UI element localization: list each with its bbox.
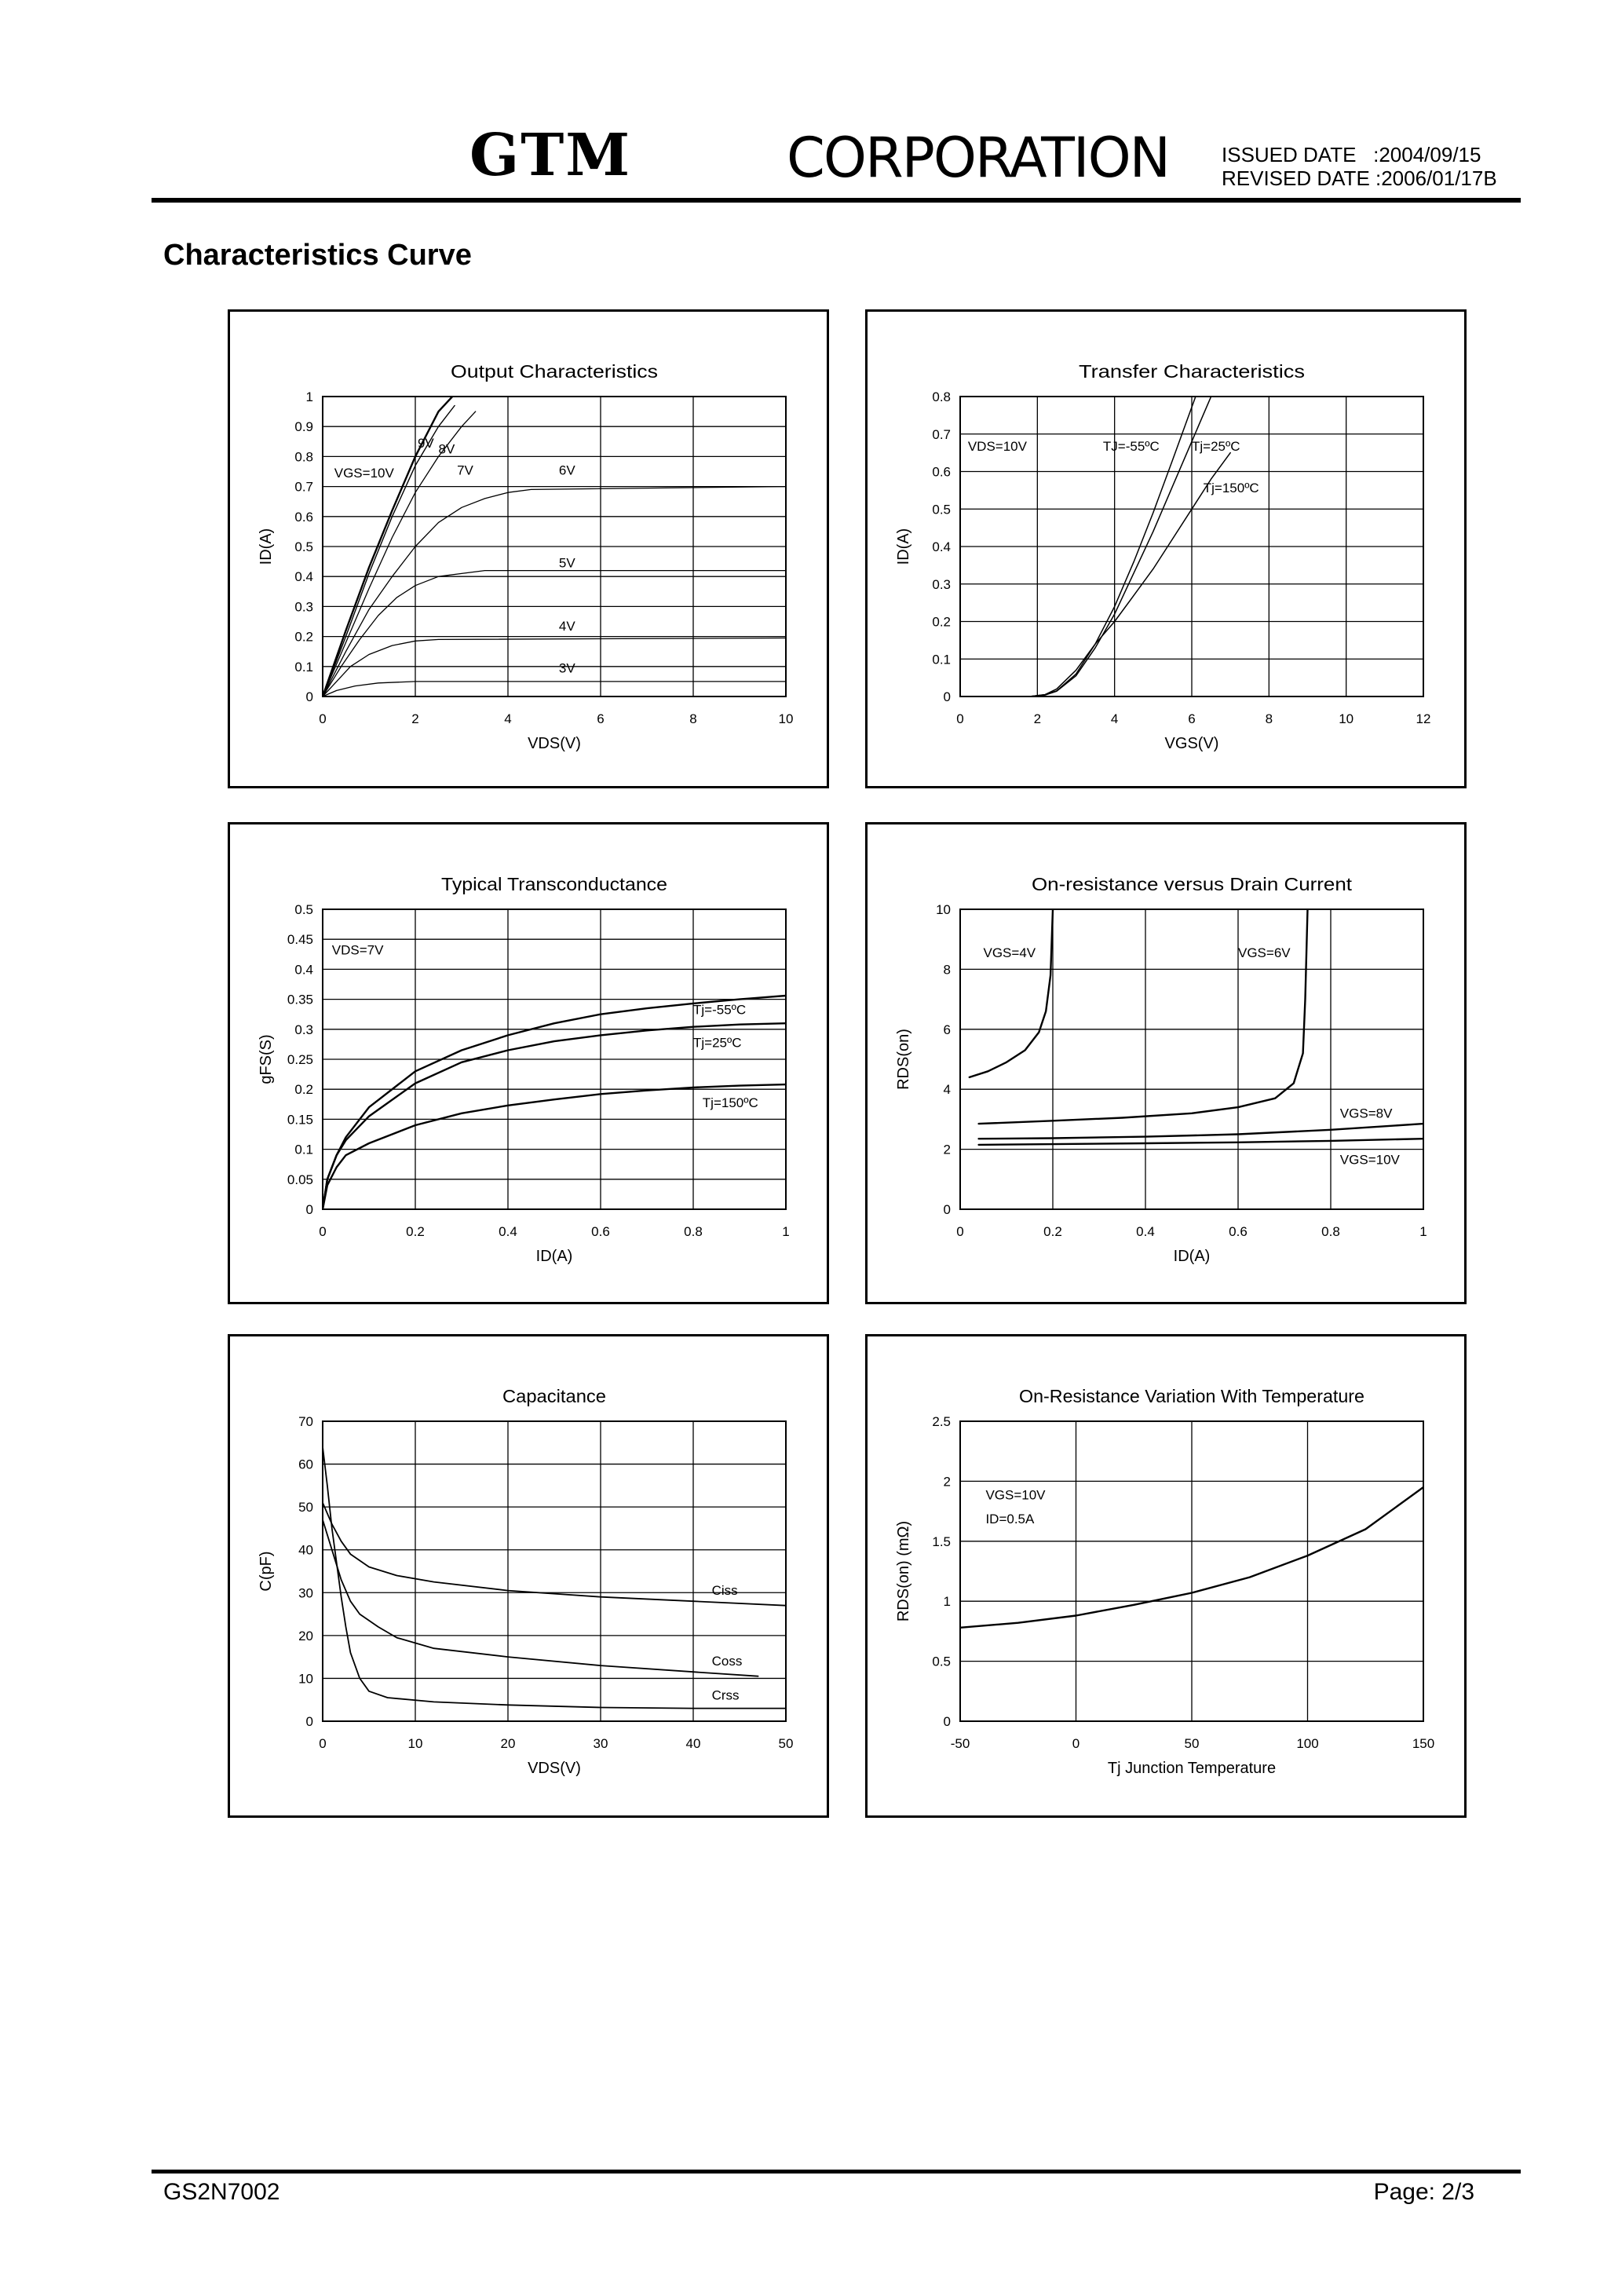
y-tick-label: 0.2	[294, 1082, 313, 1098]
y-tick-label: 0	[943, 689, 951, 704]
chart-svg	[868, 1336, 1464, 1811]
y-axis-label: RDS(on)	[895, 1029, 912, 1090]
y-tick-label: 60	[298, 1457, 313, 1472]
y-tick-label: 8	[943, 962, 951, 978]
annotation-label: VGS=10V	[985, 1487, 1046, 1503]
y-tick-label: 0.3	[294, 599, 313, 615]
y-tick-label: 0.1	[932, 652, 951, 667]
y-tick-label: 0.3	[932, 576, 951, 592]
y-tick-label: 0.5	[932, 502, 951, 517]
x-tick-label: 20	[500, 1736, 516, 1751]
series-line-tj-150-c	[1030, 453, 1231, 696]
x-tick-label: 0	[319, 1736, 327, 1751]
y-tick-label: 0.9	[294, 419, 313, 435]
chart-on-resistance-vs-temperature	[865, 1334, 1467, 1818]
annotation-label: ID=0.5A	[985, 1511, 1035, 1526]
annotation-label: Tj=25ºC	[693, 1035, 742, 1051]
x-tick-label: 12	[1416, 711, 1431, 726]
chart-on-resistance-vs-drain-current	[865, 822, 1467, 1304]
annotation-label: VGS=8V	[1339, 1106, 1393, 1121]
x-axis-label: ID(A)	[535, 1248, 573, 1265]
plot-frame	[323, 1421, 786, 1721]
chart-title: On-resistance versus Drain Current	[1032, 874, 1353, 894]
y-axis-label: gFS(S)	[258, 1034, 275, 1084]
x-tick-label: 8	[689, 711, 697, 726]
annotation-label: VGS=10V	[334, 466, 394, 481]
x-tick-label: 10	[778, 711, 794, 726]
y-tick-label: 0.7	[294, 479, 313, 495]
y-axis-label: C(pF)	[258, 1551, 275, 1592]
chart-capacitance	[228, 1334, 829, 1818]
y-tick-label: 0.8	[294, 449, 313, 465]
chart-title: On-Resistance Variation With Temperature	[1019, 1386, 1364, 1406]
y-tick-label: 0.3	[294, 1022, 313, 1037]
page-number: Page: 2/3	[1373, 2179, 1474, 2205]
chart-svg	[868, 312, 1464, 786]
x-tick-label: 150	[1412, 1736, 1435, 1751]
series-line-9v	[323, 406, 455, 697]
x-tick-label: 2	[1033, 711, 1042, 726]
x-tick-label: 30	[593, 1736, 608, 1751]
y-tick-label: 2	[943, 1142, 951, 1157]
chart-svg	[230, 824, 827, 1299]
series-line-crss	[323, 1447, 786, 1709]
y-tick-label: 0	[305, 1202, 313, 1217]
brand-logo: GTM	[469, 122, 632, 189]
x-tick-label: 6	[597, 711, 605, 726]
y-tick-label: 2	[943, 1474, 951, 1490]
y-tick-label: 0.5	[294, 902, 313, 917]
series-line-7v	[323, 487, 786, 696]
y-tick-label: 0.1	[294, 659, 313, 675]
annotation-label: Tj=25ºC	[1192, 439, 1240, 455]
y-tick-label: 0.5	[294, 539, 313, 554]
footer-rule	[152, 2170, 1521, 2174]
x-tick-label: 0	[319, 1224, 327, 1239]
x-tick-label: 0	[956, 711, 964, 726]
chart-title: Capacitance	[502, 1386, 606, 1406]
x-tick-label: 1	[1419, 1224, 1427, 1239]
x-tick-label: 0.6	[591, 1224, 610, 1239]
annotation-label: VGS=10V	[1339, 1152, 1400, 1168]
y-tick-label: 0.6	[932, 464, 951, 480]
y-tick-label: 30	[298, 1585, 313, 1601]
y-tick-label: 4	[943, 1082, 951, 1098]
chart-transfer-characteristics	[865, 309, 1467, 788]
revised-date: REVISED DATE :2006/01/17B	[1222, 166, 1497, 190]
y-tick-label: 0.2	[294, 629, 313, 645]
y-tick-label: 1	[305, 389, 313, 404]
x-tick-label: 0	[1072, 1736, 1080, 1751]
annotation-label: 3V	[558, 660, 575, 676]
y-tick-label: 0.4	[294, 569, 313, 585]
annotation-label: Crss	[711, 1687, 740, 1703]
y-tick-label: 0.45	[287, 932, 313, 948]
x-axis-label: Tj Junction Temperature	[1107, 1760, 1277, 1777]
x-tick-label: 0.4	[499, 1224, 517, 1239]
chart-svg	[868, 824, 1464, 1299]
issued-date: ISSUED DATE :2004/09/15	[1222, 143, 1481, 166]
annotation-label: Tj=-55ºC	[693, 1002, 747, 1018]
header-rule	[152, 198, 1521, 203]
y-axis-label: RDS(on) (mΩ)	[895, 1520, 912, 1622]
annotation-label: 4V	[558, 618, 575, 634]
annotation-label: VGS=6V	[1238, 945, 1291, 961]
series-line-vgs-4v	[970, 909, 1053, 1077]
y-tick-label: 50	[298, 1500, 313, 1515]
y-tick-label: 0	[305, 689, 313, 704]
y-tick-label: 10	[298, 1671, 313, 1687]
x-tick-label: 0	[319, 711, 327, 726]
x-tick-label: 0.4	[1136, 1224, 1155, 1239]
part-number: GS2N7002	[163, 2179, 280, 2205]
annotation-label: Coss	[711, 1654, 743, 1669]
x-tick-label: 0	[956, 1224, 964, 1239]
x-tick-label: 2	[411, 711, 419, 726]
y-tick-label: 6	[943, 1022, 951, 1037]
annotation-label: 9V	[417, 435, 434, 451]
document-dates	[1222, 143, 1497, 190]
y-tick-label: 70	[298, 1414, 313, 1429]
x-tick-label: 10	[1339, 711, 1354, 726]
annotation-label: 6V	[558, 462, 575, 478]
annotation-label: 8V	[438, 441, 455, 457]
x-tick-label: -50	[950, 1736, 970, 1751]
y-tick-label: 1	[943, 1594, 951, 1610]
x-tick-label: 40	[685, 1736, 701, 1751]
x-tick-label: 0.2	[1043, 1224, 1062, 1239]
y-tick-label: 0.2	[932, 614, 951, 630]
y-tick-label: 0.7	[932, 426, 951, 442]
annotation-label: Ciss	[711, 1583, 738, 1599]
section-title: Characteristics Curve	[163, 239, 472, 272]
y-tick-label: 0	[943, 1714, 951, 1729]
series-line-vgs-10v	[979, 1139, 1423, 1145]
x-tick-label: 100	[1296, 1736, 1319, 1751]
y-tick-label: 0.05	[287, 1172, 313, 1187]
annotation-label: Tj=150ºC	[702, 1095, 758, 1111]
annotation-label: TJ=-55ºC	[1102, 439, 1160, 455]
chart-output-characteristics	[228, 309, 829, 788]
chart-title: Typical Transconductance	[441, 874, 667, 894]
annotation-label: VDS=7V	[331, 942, 384, 958]
y-tick-label: 1.5	[932, 1534, 951, 1549]
y-tick-label: 0.5	[932, 1654, 951, 1669]
x-tick-label: 0.8	[684, 1224, 703, 1239]
series-line-vgs-6v	[979, 909, 1308, 1124]
annotation-label: VDS=10V	[967, 439, 1027, 455]
x-tick-label: 4	[1110, 711, 1119, 726]
y-tick-label: 0.4	[932, 539, 951, 554]
x-tick-label: 0.2	[406, 1224, 425, 1239]
series-line-vgs-8v	[979, 1124, 1423, 1139]
y-tick-label: 0.35	[287, 992, 313, 1007]
x-tick-label: 10	[407, 1736, 423, 1751]
x-axis-label: VGS(V)	[1164, 735, 1219, 752]
x-axis-label: VDS(V)	[528, 1760, 581, 1777]
chart-title: Transfer Characteristics	[1079, 361, 1305, 382]
annotation-label: VGS=4V	[983, 945, 1036, 961]
y-axis-label: ID(A)	[895, 528, 912, 565]
y-tick-label: 40	[298, 1542, 313, 1558]
x-tick-label: 50	[1184, 1736, 1200, 1751]
annotation-label: 5V	[558, 555, 575, 571]
chart-title: Output Characteristics	[451, 361, 658, 382]
x-tick-label: 0.6	[1229, 1224, 1248, 1239]
y-tick-label: 0.25	[287, 1052, 313, 1067]
y-tick-label: 0.1	[294, 1142, 313, 1157]
x-tick-label: 0.8	[1321, 1224, 1340, 1239]
y-tick-label: 0.6	[294, 509, 313, 525]
y-axis-label: ID(A)	[258, 528, 275, 565]
chart-svg	[230, 1336, 827, 1811]
x-tick-label: 8	[1265, 711, 1273, 726]
chart-svg	[230, 312, 827, 786]
y-tick-label: 0.8	[932, 389, 951, 404]
series-line-tj-25-c	[323, 1023, 786, 1209]
annotation-label: 7V	[457, 462, 473, 478]
y-tick-label: 0	[305, 1714, 313, 1729]
x-tick-label: 50	[778, 1736, 794, 1751]
y-tick-label: 0.15	[287, 1112, 313, 1128]
x-axis-label: ID(A)	[1173, 1248, 1211, 1265]
x-tick-label: 1	[782, 1224, 790, 1239]
series-line-5v	[323, 638, 786, 697]
series-line-4v	[323, 682, 786, 696]
y-tick-label: 20	[298, 1628, 313, 1643]
chart-typical-transconductance	[228, 822, 829, 1304]
y-tick-label: 0.4	[294, 962, 313, 978]
y-tick-label: 2.5	[932, 1414, 951, 1429]
company-name: CORPORATION	[787, 126, 1170, 190]
y-tick-label: 10	[936, 902, 951, 917]
series-line-6v	[323, 571, 786, 696]
x-tick-label: 4	[504, 711, 512, 726]
annotation-label: Tj=150ºC	[1203, 480, 1259, 495]
y-tick-label: 0	[943, 1202, 951, 1217]
x-axis-label: VDS(V)	[528, 735, 581, 752]
x-tick-label: 6	[1188, 711, 1196, 726]
